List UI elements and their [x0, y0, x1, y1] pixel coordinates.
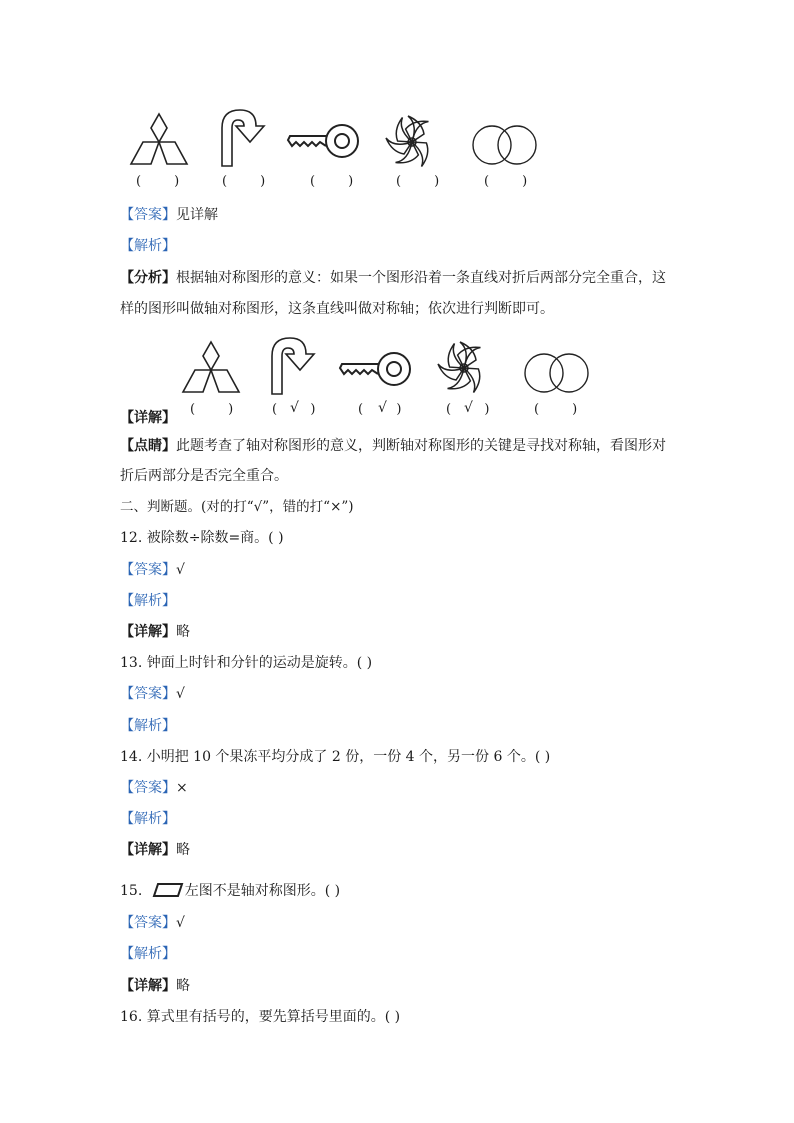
two-circles-figure — [522, 352, 592, 394]
analysis-tag: 【解析】 — [120, 238, 176, 254]
dianjing-tag: 【点睛】 — [120, 438, 176, 454]
curved-arrow-figure — [218, 108, 270, 168]
analysis-tag: 【解析】 — [120, 811, 176, 827]
analysis-tag: 【解析】 — [120, 593, 176, 609]
question-16: 16. 算式里有括号的，要先算括号里面的。( ) — [120, 1009, 401, 1025]
answer-text: √ — [176, 915, 185, 931]
analysis-tag: 【解析】 — [120, 946, 176, 962]
answer-paren-open: ( — [272, 402, 290, 417]
check-mark: √ — [290, 400, 299, 416]
fenxi-tag: 【分析】 — [120, 270, 176, 286]
detail-text: 略 — [176, 978, 190, 994]
analysis-line — [120, 716, 176, 736]
question-15 — [120, 881, 340, 901]
fenxi-text: 样的图形叫做轴对称图形，这条直线叫做对称轴；依次进行判断即可。 — [120, 301, 554, 317]
key-figure — [286, 122, 358, 160]
detail-tag: 【详解】 — [120, 842, 176, 858]
detail-text: 略 — [176, 624, 190, 640]
three-diamond-figure — [130, 112, 188, 166]
analysis-line — [120, 944, 176, 964]
key-figure — [338, 350, 410, 388]
detail-text: 略 — [176, 842, 190, 858]
answer-text: × — [176, 780, 188, 796]
answer-text: √ — [176, 686, 185, 702]
answer-paren: ( ) — [190, 402, 234, 417]
question-text: 左图不是轴对称图形。( ) — [184, 883, 341, 899]
answer-paren: ( ) — [534, 402, 578, 417]
detail-line — [120, 408, 176, 428]
answer-tag: 【答案】 — [120, 562, 176, 578]
answer-tag: 【答案】 — [120, 780, 176, 796]
curved-arrow-figure — [268, 336, 320, 396]
answer-paren-close: ) — [298, 402, 316, 417]
question-13: 13. 钟面上时针和分针的运动是旋转。( ) — [120, 655, 373, 671]
answer-paren-open: ( — [358, 402, 376, 417]
detail-tag: 【详解】 — [120, 624, 176, 640]
dianjing-text: 此题考查了轴对称图形的意义，判断轴对称图形的关键是寻找对称轴，看图形对 — [176, 438, 666, 454]
question-14: 14. 小明把 10 个果冻平均分成了 2 份，一份 4 个，另一份 6 个。( ) — [120, 749, 551, 765]
detail-line — [120, 622, 190, 642]
answer-line — [120, 560, 185, 580]
two-circles-figure — [470, 124, 540, 166]
answer-line — [120, 778, 188, 798]
pinwheel-figure — [382, 114, 442, 170]
answer-paren: ( ) — [136, 174, 180, 189]
dianjing-line — [120, 436, 666, 456]
answer-paren: ( ) — [396, 174, 440, 189]
analysis-line — [120, 236, 176, 256]
fenxi-line — [120, 268, 666, 288]
answer-paren: ( ) — [222, 174, 266, 189]
detail-line — [120, 976, 190, 996]
three-diamond-figure — [182, 340, 240, 394]
analysis-line — [120, 591, 176, 611]
answer-paren: ( ) — [484, 174, 528, 189]
answer-paren-open: ( — [446, 402, 464, 417]
answer-paren: ( ) — [310, 174, 354, 189]
analysis-line — [120, 809, 176, 829]
answer-paren-close: ) — [384, 402, 402, 417]
answer-line — [120, 684, 185, 704]
detail-line — [120, 840, 190, 860]
answer-tag: 【答案】 — [120, 207, 176, 223]
question-number: 15. — [120, 883, 143, 899]
answer-line — [120, 205, 218, 225]
answer-line — [120, 913, 185, 933]
detail-tag: 【详解】 — [120, 978, 176, 994]
section-heading: 二、判断题。(对的打“√”，错的打“×”) — [120, 499, 354, 515]
dianjing-line-2 — [120, 466, 288, 486]
answer-paren-close: ) — [472, 402, 490, 417]
answer-tag: 【答案】 — [120, 915, 176, 931]
check-mark: √ — [464, 400, 473, 416]
analysis-tag: 【解析】 — [120, 718, 176, 734]
parallelogram-figure — [153, 883, 183, 897]
check-mark: √ — [378, 400, 387, 416]
answer-text: √ — [176, 562, 185, 578]
fenxi-text: 根据轴对称图形的意义：如果一个图形沿着一条直线对折后两部分完全重合，这 — [176, 270, 666, 286]
question-12: 12. 被除数÷除数=商。( ) — [120, 530, 284, 546]
dianjing-text: 折后两部分是否完全重合。 — [120, 468, 288, 484]
detail-tag: 【详解】 — [120, 410, 176, 426]
answer-tag: 【答案】 — [120, 686, 176, 702]
answer-text: 见详解 — [176, 207, 218, 223]
fenxi-line-2 — [120, 299, 554, 319]
pinwheel-figure — [434, 340, 494, 396]
